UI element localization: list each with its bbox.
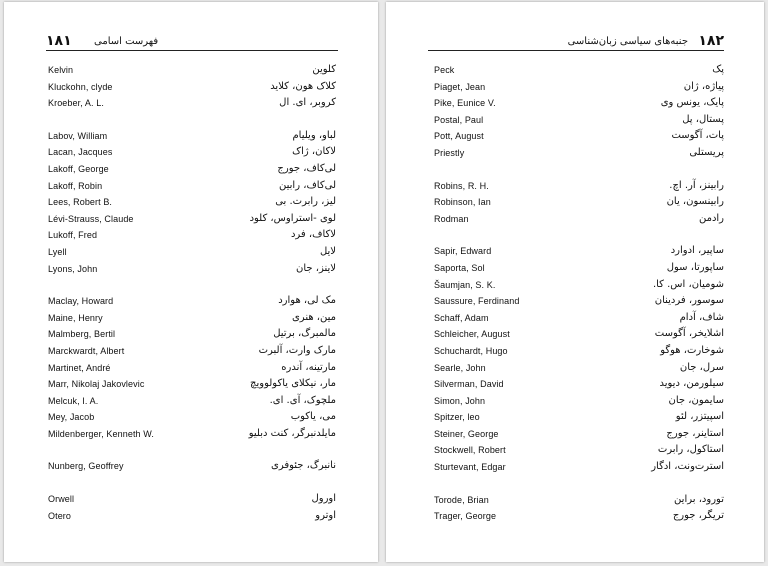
index-entry — [4, 261, 378, 278]
entry-persian-name: ساپورتا، سول — [666, 261, 724, 273]
index-entry — [4, 326, 378, 343]
group-spacer — [4, 277, 378, 293]
index-entry — [386, 360, 764, 377]
entry-persian-name: مالمبرگ، برتیل — [273, 328, 336, 340]
index-entry — [4, 194, 378, 211]
right-page — [386, 2, 764, 562]
entry-latin-name: Maclay, Howard — [48, 296, 114, 307]
entry-latin-name: Trager, George — [434, 511, 497, 522]
entry-latin-name: Marr, Nikolaj Jakovlevic — [48, 379, 145, 390]
left-page-header — [46, 34, 338, 51]
entry-persian-name: سایمون، جان — [668, 394, 724, 406]
index-entry — [4, 62, 378, 79]
index-entry — [386, 293, 764, 310]
entry-latin-name: Mey, Jacob — [48, 412, 95, 423]
entry-persian-name: لاکاف، فرد — [290, 229, 336, 241]
entry-latin-name: Saussure, Ferdinand — [434, 296, 520, 307]
entry-persian-name: سوسور، فردینان — [654, 295, 724, 307]
index-entry — [4, 144, 378, 161]
entry-persian-name: می، یاکوب — [290, 411, 336, 423]
entry-persian-name: استرت‌ونت، ادگار — [651, 461, 724, 473]
index-entry — [4, 426, 378, 443]
entry-persian-name: شوخارت، هوگو — [660, 344, 724, 356]
entry-latin-name: Lyons, John — [48, 263, 98, 274]
entry-latin-name: Lakoff, Robin — [48, 180, 103, 191]
index-entries — [4, 62, 378, 524]
index-entry — [386, 310, 764, 327]
index-entry — [386, 376, 764, 393]
entry-persian-name: اوترو — [315, 509, 336, 521]
entry-latin-name: Torode, Brian — [434, 494, 489, 505]
index-entries — [386, 62, 764, 525]
index-entry — [4, 360, 378, 377]
entry-persian-name: رابینز، آر. اچ. — [669, 179, 724, 191]
index-entry — [386, 260, 764, 277]
entry-persian-name: لباو، ویلیام — [292, 129, 336, 141]
running-title: فهرست اسامی — [94, 36, 159, 47]
entry-persian-name: پستال، پل — [682, 113, 724, 125]
entry-persian-name: پات، آگوست — [671, 130, 724, 142]
index-entry — [386, 343, 764, 360]
entry-latin-name: Lyell — [48, 246, 67, 257]
index-entry — [4, 128, 378, 145]
index-entry — [386, 243, 764, 260]
entry-persian-name: لایل — [319, 245, 336, 257]
index-entry — [386, 426, 764, 443]
entry-latin-name: Pike, Eunice V. — [434, 98, 496, 109]
entry-latin-name: Labov, William — [48, 130, 108, 141]
index-entry — [386, 459, 764, 476]
index-entry — [4, 343, 378, 360]
entry-latin-name: Searle, John — [434, 362, 486, 373]
entry-latin-name: Robinson, Ian — [434, 197, 491, 208]
entry-persian-name: پیاژه، ژان — [683, 80, 724, 92]
index-entry — [4, 178, 378, 195]
group-spacer — [4, 442, 378, 458]
index-entry — [4, 161, 378, 178]
entry-persian-name: ملچوک، آی. ای. — [269, 394, 336, 406]
index-entry — [4, 376, 378, 393]
index-entry — [4, 95, 378, 112]
entry-persian-name: کلوین — [312, 64, 336, 75]
entry-persian-name: سیلورمن، دیوید — [659, 378, 724, 390]
entry-persian-name: مایلدنبرگر، کنت دبلیو — [248, 427, 336, 439]
entry-latin-name: Priestly — [434, 147, 465, 158]
index-entry — [4, 409, 378, 426]
entry-persian-name: مارتینه، آندره — [281, 361, 336, 373]
index-entry — [4, 244, 378, 261]
entry-persian-name: شاف، آدام — [679, 311, 724, 323]
running-title: جنبه‌های سیاسی زبان‌شناسی — [567, 36, 688, 47]
index-entry — [4, 508, 378, 525]
group-spacer — [4, 112, 378, 128]
entry-latin-name: Piaget, Jean — [434, 81, 486, 92]
index-entry — [386, 211, 764, 228]
entry-persian-name: لی‌کاف، جورج — [277, 162, 336, 174]
entry-persian-name: مین، هنری — [291, 311, 336, 323]
index-entry — [386, 194, 764, 211]
entry-latin-name: Pott, August — [434, 131, 484, 142]
entry-persian-name: رابینسون، یان — [666, 196, 724, 208]
entry-latin-name: Otero — [48, 510, 72, 521]
entry-persian-name: اورول — [311, 493, 336, 505]
index-entry — [4, 310, 378, 327]
group-spacer — [386, 476, 764, 492]
entry-latin-name: Lukoff, Fred — [48, 230, 98, 241]
index-entry — [4, 458, 378, 475]
index-entry — [386, 492, 764, 509]
entry-persian-name: پک — [712, 64, 724, 75]
index-entry — [386, 62, 764, 79]
group-spacer — [4, 475, 378, 491]
entry-persian-name: رادمن — [698, 212, 724, 224]
entry-persian-name: لی‌کاف، رابین — [279, 179, 336, 191]
entry-latin-name: Malmberg, Bertil — [48, 329, 116, 340]
entry-latin-name: Schleicher, August — [434, 329, 510, 340]
entry-latin-name: Marckwardt, Albert — [48, 345, 125, 356]
entry-latin-name: Martinet, André — [48, 362, 111, 373]
group-spacer — [386, 162, 764, 178]
entry-latin-name: Kroeber, A. L. — [48, 98, 104, 109]
entry-latin-name: Robins, R. H. — [434, 180, 489, 191]
index-entry — [4, 393, 378, 410]
entry-latin-name: Schuchardt, Hugo — [434, 345, 508, 356]
entry-persian-name: لاکان، ژاک — [292, 146, 336, 158]
entry-persian-name: کروبر، ای. ال — [279, 97, 336, 109]
index-entry — [386, 145, 764, 162]
entry-persian-name: استاینر، جورج — [666, 427, 724, 439]
left-page — [4, 2, 378, 562]
entry-persian-name: کلاک هون، کلاید — [270, 80, 336, 92]
entry-latin-name: Mildenberger, Kenneth W. — [48, 428, 154, 439]
index-entry — [386, 128, 764, 145]
entry-persian-name: تریگر، جورج — [672, 510, 724, 522]
entry-persian-name: پریستلی — [689, 146, 724, 158]
index-entry — [4, 211, 378, 228]
index-entry — [386, 326, 764, 343]
entry-latin-name: Saporta, Sol — [434, 262, 485, 273]
entry-latin-name: Simon, John — [434, 395, 486, 406]
entry-latin-name: Lévi-Strauss, Claude — [48, 213, 134, 224]
entry-latin-name: Šaumjan, S. K. — [434, 279, 496, 290]
entry-persian-name: مک لی، هوارد — [278, 295, 336, 307]
entry-persian-name: لاینز، جان — [296, 262, 336, 274]
entry-latin-name: Stockwell, Robert — [434, 445, 506, 456]
right-page-header — [428, 34, 724, 51]
index-entry — [386, 178, 764, 195]
entry-latin-name: Lakoff, George — [48, 163, 109, 174]
entry-persian-name: تورود، براین — [674, 493, 724, 505]
entry-latin-name: Orwell — [48, 494, 75, 505]
entry-latin-name: Melcuk, I. A. — [48, 395, 99, 406]
entry-persian-name: ساپیر، ادوارد — [670, 245, 724, 257]
index-entry — [386, 442, 764, 459]
entry-latin-name: Nunberg, Geoffrey — [48, 461, 124, 472]
entry-latin-name: Spitzer, leo — [434, 412, 480, 423]
entry-latin-name: Kelvin — [48, 65, 74, 75]
group-spacer — [386, 227, 764, 243]
index-entry — [4, 293, 378, 310]
entry-latin-name: Lacan, Jacques — [48, 147, 113, 158]
index-entry — [4, 227, 378, 244]
entry-persian-name: اسپیتزر، لئو — [675, 411, 724, 423]
entry-persian-name: لوی -استراوس، کلود — [249, 212, 336, 224]
entry-persian-name: استاکول، رابرت — [657, 444, 724, 456]
index-entry — [386, 79, 764, 96]
index-entry — [386, 112, 764, 129]
index-entry — [386, 95, 764, 112]
entry-persian-name: شومیان، اس. کا. — [652, 278, 724, 290]
entry-latin-name: Schaff, Adam — [434, 312, 489, 323]
index-entry — [4, 491, 378, 508]
entry-persian-name: سرل، جان — [679, 361, 724, 373]
entry-persian-name: نانبرگ، جئوفری — [271, 460, 336, 472]
index-entry — [386, 277, 764, 294]
entry-persian-name: لیز، رابرت. بی — [275, 196, 336, 208]
entry-latin-name: Sturtevant, Edgar — [434, 462, 506, 473]
entry-latin-name: Rodman — [434, 213, 469, 224]
entry-persian-name: پایک، یونس وی — [660, 97, 724, 109]
entry-latin-name: Postal, Paul — [434, 114, 484, 125]
entry-latin-name: Lees, Robert B. — [48, 197, 113, 208]
page-number: ۱۸۱ — [46, 33, 72, 49]
entry-latin-name: Steiner, George — [434, 428, 499, 439]
index-entry — [386, 393, 764, 410]
page-number: ۱۸۲ — [698, 33, 724, 49]
index-entry — [386, 409, 764, 426]
entry-latin-name: Peck — [434, 65, 455, 75]
entry-persian-name: اشلایخر، آگوست — [654, 328, 724, 340]
entry-latin-name: Silverman, David — [434, 379, 504, 390]
entry-persian-name: مارک وارت، آلبرت — [258, 344, 336, 356]
index-entry — [4, 79, 378, 96]
entry-latin-name: Kluckohn, clyde — [48, 81, 113, 92]
entry-latin-name: Sapir, Edward — [434, 246, 492, 257]
entry-persian-name: مار، نیکلای یاکولوویچ — [250, 378, 336, 390]
entry-latin-name: Maine, Henry — [48, 312, 103, 323]
index-entry — [386, 508, 764, 525]
